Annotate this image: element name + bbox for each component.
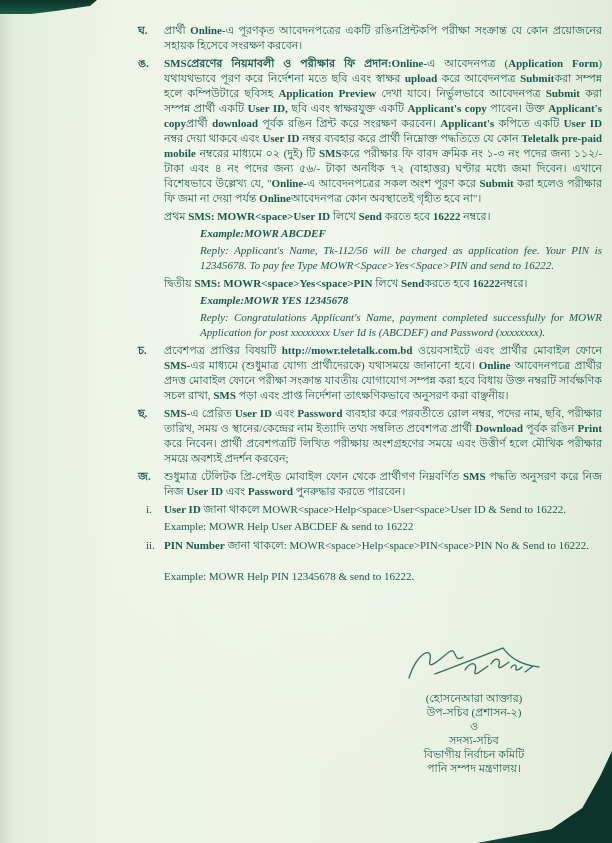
document-body (138, 24, 602, 585)
scan-artifact-top-left (0, 0, 97, 14)
sub-item-ii (146, 539, 602, 554)
sub-item-text: User ID জানা থাকলে MOWR<space>Help<space>User<space>User ID & Send to 16222. (164, 504, 567, 516)
sub-item-label: ii. (146, 540, 155, 552)
item-text: প্রার্থী Online-এ পূরণকৃত আবেদনপত্রের একটি রঙিনপ্রিন্টকপি পরীক্ষা সংক্রান্ত যে কোন প্রয়োজনের সহায়ক হিসেবে সংরক্ষণ করবেন। (164, 25, 602, 52)
reply-first-sms: Reply: Applicant's Name, Tk-112/56 will be charged as application fee. Your PIN is 12345678. To pay fee Type MOWR<Space>Yes<Space>PIN and send to 16222. (200, 245, 602, 272)
item-text: শুধুমাত্র টেলিটক প্রি-পেইড মোবাইল ফোন থেকে প্রার্থীগণ নিম্নবর্ণিত SMS পদ্ধতি অনুসরণ করে নিজ নিজ User ID এবং Password পুনরুদ্ধার করতে পারবেন। (164, 471, 602, 498)
signatory-name: (হোসনেআরা আক্তার) (425, 693, 523, 705)
signatory-committee: বিভাগীয় নির্বাচন কমিটি (423, 749, 525, 761)
list-item-cha (138, 344, 602, 404)
item-label: ছ. (138, 408, 148, 420)
signatory-role: সদস্য-সচিব (449, 735, 499, 747)
item-text: SMSপ্রেরণের নিয়মাবলী ও পরীক্ষার ফি প্রদান:Online-এ আবেদনপত্র (Application Form) যথাযথভাবে পূরণ করে নির্দেশনা মতে ছবি এবং স্বাক্ষর upload করে আবেদনপত্র Submitকরা সম্পন্ন হলে কম্পিউটারে ছবিসহ Application Preview দেখা যাবে। নির্ভুলভাবে আবেদনপত্র Submit করা সম্পন্ন প্রার্থী একটি User ID, ছবি এবং স্বাক্ষরযুক্ত একটি Applicant's copy পাবেন। উক্ত Applicant's copyপ্রার্থী download পূর্বক রঙিন প্রিন্ট করে সংরক্ষণ করবেন। Applicant's কপিতে একটি User ID নম্বর দেয়া থাকবে এবং User ID নম্বর ব্যবহার করে প্রার্থী নিম্নোক্ত পদ্ধতিতে যে কোন Teletalk pre-paid mobile নম্বরের মাধ্যমে ০২ (দুই) টি SMSকরে পরীক্ষার ফি বাবদ ক্রমিক নং ১-৩ নং পদের জন্য ১১২/- টাকা এবং ৪ নং পদের জন্য ৫৬/- টাকা অনধিক ৭২ (বাহাত্তর) ঘণ্টার মধ্যে জমা দিবেন। এখানে বিশেষভাবে উল্লেখ্য যে, "Online-এ আবেদনপত্রের সকল অংশ পূরণ করে Submit করা হলেও পরীক্ষার ফি জমা না দেয়া পর্যন্ত Onlineআবেদনপত্র কোন অবস্থাতেই গৃহীত হবে না"। (164, 58, 603, 205)
list-item-ja (138, 470, 602, 500)
sub-item-label: i. (146, 504, 152, 516)
sub-item-text: PIN Number জানা থাকলে: MOWR<space>Help<space>PIN<space>PIN No & Send to 16222. (164, 540, 589, 552)
sub-item-i (146, 503, 602, 518)
list-item-gha (138, 24, 602, 54)
example-help-userid: Example: MOWR Help User ABCDEF & send to 16222 (164, 521, 414, 533)
signatory-title: উপ-সচিব (প্রশাসন-২) (426, 707, 522, 719)
item-label: চ. (138, 345, 147, 357)
second-sms-instruction: দ্বিতীয় SMS: MOWR<space>Yes<space>PIN লিখে Sendকরতে হবে 16222নম্বরে। (164, 278, 528, 290)
list-item-chha (138, 407, 602, 467)
example-first-sms: Example:MOWR ABCDEF (200, 228, 326, 240)
example-help-pin: Example: MOWR Help PIN 12345678 & send to 16222. (164, 571, 415, 583)
example-second-sms: Example:MOWR YES 12345678 (200, 295, 349, 307)
list-item-uma (138, 57, 602, 207)
signature-and: ও (469, 721, 479, 733)
signatory-ministry: পানি সম্পদ মন্ত্রণালয়। (427, 763, 521, 775)
reply-second-sms: Reply: Congratulations Applicant's Name, payment completed successfully for MOWR Application for post xxxxxxxx User Id is (ABCDEF) and Password (xxxxxxxx). (200, 312, 602, 339)
item-label: ঘ. (138, 25, 148, 37)
item-text: SMS-এ প্রেরিত User ID এবং Password ব্যবহার করে পরবর্তীতে রোল নম্বর, পদের নাম, ছবি, পরীক্ষার তারিখ, সময় ও স্থানের/কেন্দ্রের নাম ইত্যাদি তথ্য সম্বলিত প্রবেশপত্র প্রার্থী Download পূর্বক রঙিন Print করে নিবেন। প্রার্থী প্রবেশপত্রটি লিখিত পরীক্ষায় অংশগ্রহণের সময়ে এবং উত্তীর্ণ হলে মৌখিক পরীক্ষার সময়ে অবশ্যই প্রদর্শন করবেন; (164, 408, 602, 465)
item-label: জ. (138, 471, 151, 483)
item-text: প্রবেশপত্র প্রাপ্তির বিষয়টি http://mowr.teletalk.com.bd ওয়েবসাইটে এবং প্রার্থীর মোবাইল ফোনে SMS-এর মাধ্যমে (শুধুমাত্র যোগ্য প্রার্থীদেরকে) যথাসময়ে জানানো হবে। Online আবেদনপত্রে প্রার্থীর প্রদত্ত মোবাইল ফোনে পরীক্ষা সংক্রান্ত যাবতীয় যোগাযোগ সম্পন্ন করা হবে বিধায় উক্ত নম্বরটি সার্বক্ষণিক সচল রাখা, SMS পড়া এবং প্রাপ্ত নির্দেশনা তাৎক্ষণিকভাবে অনুসরণ করা বাঞ্ছনীয়। (164, 345, 603, 402)
signature-block (378, 638, 570, 776)
item-label: ঙ. (138, 58, 149, 70)
first-sms-instruction: প্রথম SMS: MOWR<space>User ID লিখে Send করতে হবে 16222 নম্বরে। (164, 211, 491, 223)
signature-scribble (399, 638, 549, 690)
